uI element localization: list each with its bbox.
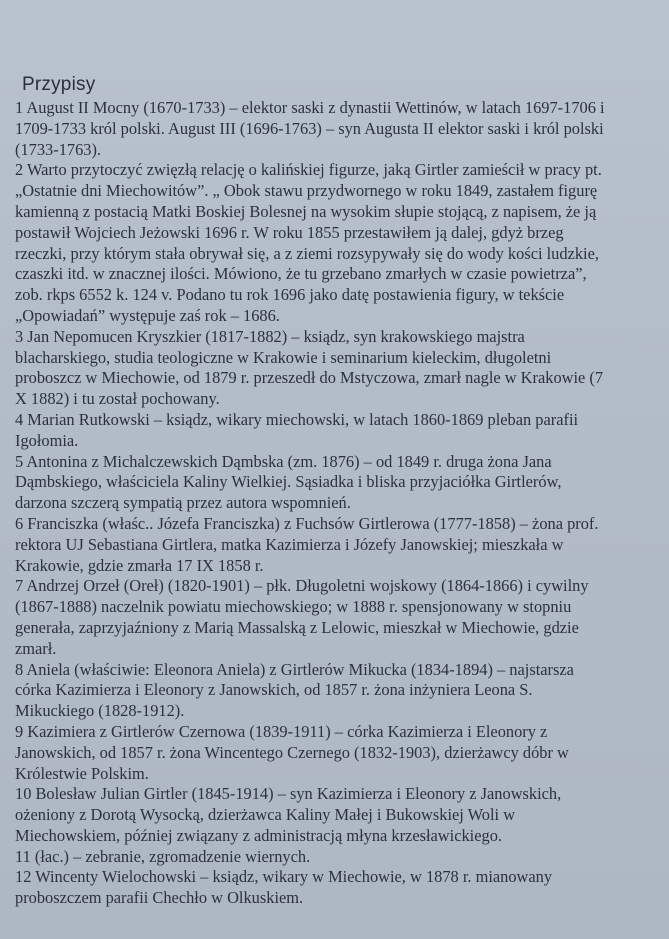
text-line: proboszczem parafii Chechło w Olkuskiem. (15, 888, 304, 908)
text-line: rzeczki, przy którym stała obrywał się, a z ziemi rozsypywały się do wody kości ludzkie, (15, 243, 599, 263)
text-line: 2 Warto przytoczyć zwięzłą relację o kalińskiej figurze, jaką Girtler zamieścił w pracy pt. (15, 160, 602, 180)
text-line: Mikuckiego (1828-1912). (15, 701, 185, 721)
text-line: 1 August II Mocny (1670-1733) – elektor saski z dynastii Wettinów, w latach 1697-1706 i (15, 98, 605, 117)
text-line: (1733-1763). (15, 139, 102, 159)
text-line: 11 (łac.) – zebranie, zgromadzenie wiernych. (15, 846, 311, 866)
text-line: Igołomia. (15, 430, 79, 450)
text-line: rektora UJ Sebastiana Girtlera, matka Kazimierza i Józefy Janowskiej; mieszkała w (15, 534, 564, 554)
text-line: 9 Kazimiera z Girtlerów Czernowa (1839-1911) – córka Kazimierza i Eleonory z (15, 721, 548, 741)
text-line: Janowskich, od 1857 r. żona Wincentego Czernego (1832-1903), dzierżawcy dóbr w (15, 742, 569, 762)
text-line: X 1882) i tu został pochowany. (15, 389, 220, 409)
text-line: 10 Bolesław Julian Girtler (1845-1914) – syn Kazimierza i Eleonory z Janowskich, (15, 784, 562, 804)
text-line: 3 Jan Nepomucen Kryszkier (1817-1882) – ksiądz, syn krakowskiego majstra (15, 326, 525, 346)
text-line: 7 Andrzej Orzeł (Oreł) (1820-1901) – płk. Długoletni wojskowy (1864-1866) i cywilny (15, 576, 589, 596)
section-heading: Przypisy (22, 74, 96, 95)
text-line: generała, zaprzyjaźniony z Marią Massalską z Lelowic, mieszkał w Miechowie, gdzie (15, 617, 579, 637)
text-line: blacharskiego, studia teologiczne w Krakowie i seminarium kieleckim, długoletni (15, 347, 552, 367)
text-line: 12 Wincenty Wielochowski – ksiądz, wikary w Miechowie, w 1878 r. mianowany (15, 867, 553, 887)
text-line: ożeniony z Dorotą Wysocką, dzierżawca Kaliny Małej i Bukowskiej Woli w (15, 805, 516, 825)
text-line: darzona szczerą sympatią przez autora wspomnień. (15, 493, 351, 513)
text-line: Krakowie, gdzie zmarła 17 IX 1858 r. (15, 555, 264, 575)
text-line: (1867-1888) naczelnik powiatu miechowskiego; w 1888 r. spensjonowany w stopniu (15, 597, 572, 617)
text-line: postawił Wojciech Jeżowski 1696 r. W roku 1855 przestawiłem ją dalej, gdyż brzeg (15, 222, 564, 242)
text-line: zob. rkps 6552 k. 124 v. Podano tu rok 1696 jako datę postawienia figury, w tekście (15, 285, 565, 305)
text-line: Dąmbskiego, właściciela Kaliny Wielkiej. Sąsiadka i bliska przyjaciółka Girtlerów, (15, 472, 562, 492)
text-line: Miechowskiem, później związany z administracją młyna krzesławickiego. (15, 825, 502, 845)
text-line: czaszki itd. w znacznej ilości. Mówiono, że tu grzebano zmarłych w czasie powietrza”, (15, 264, 587, 284)
text-line: 1709-1733 król polski. August III (1696-1763) – syn Augusta II elektor saski i król polski (15, 118, 604, 138)
text-line: 8 Aniela (właściwie: Eleonora Aniela) z Girtlerów Mikucka (1834-1894) – najstarsza (15, 659, 574, 679)
text-line: Królestwie Polskim. (15, 763, 149, 783)
text-line: „Opowiadań” występuje zaś rok – 1686. (15, 305, 280, 325)
text-line: córka Kazimierza i Eleonory z Janowskich, od 1857 r. żona inżyniera Leona S. (15, 680, 533, 700)
text-line: kamienną z postacią Matki Boskiej Bolesnej na wysokim słupie stojącą, z napisem, że ją (15, 201, 597, 221)
text-line: 6 Franciszka (właśc.. Józefa Franciszka) z Fuchsów Girtlerowa (1777-1858) – żona prof. (15, 513, 599, 533)
text-line: „Ostatnie dni Miechowitów”. „ Obok stawu przydwornego w roku 1849, zastałem figurę (15, 181, 598, 201)
footnotes-list (15, 98, 669, 909)
text-line: zmarł. (15, 638, 57, 658)
text-line: proboszcz w Miechowie, od 1879 r. przeszedł do Mstyczowa, zmarł nagle w Krakowie (7 (15, 368, 604, 388)
text-line: 4 Marian Rutkowski – ksiądz, wikary miechowski, w latach 1860-1869 pleban parafii (15, 409, 579, 429)
text-line: 5 Antonina z Michalczewskich Dąmbska (zm. 1876) – od 1849 r. druga żona Jana (15, 451, 552, 471)
